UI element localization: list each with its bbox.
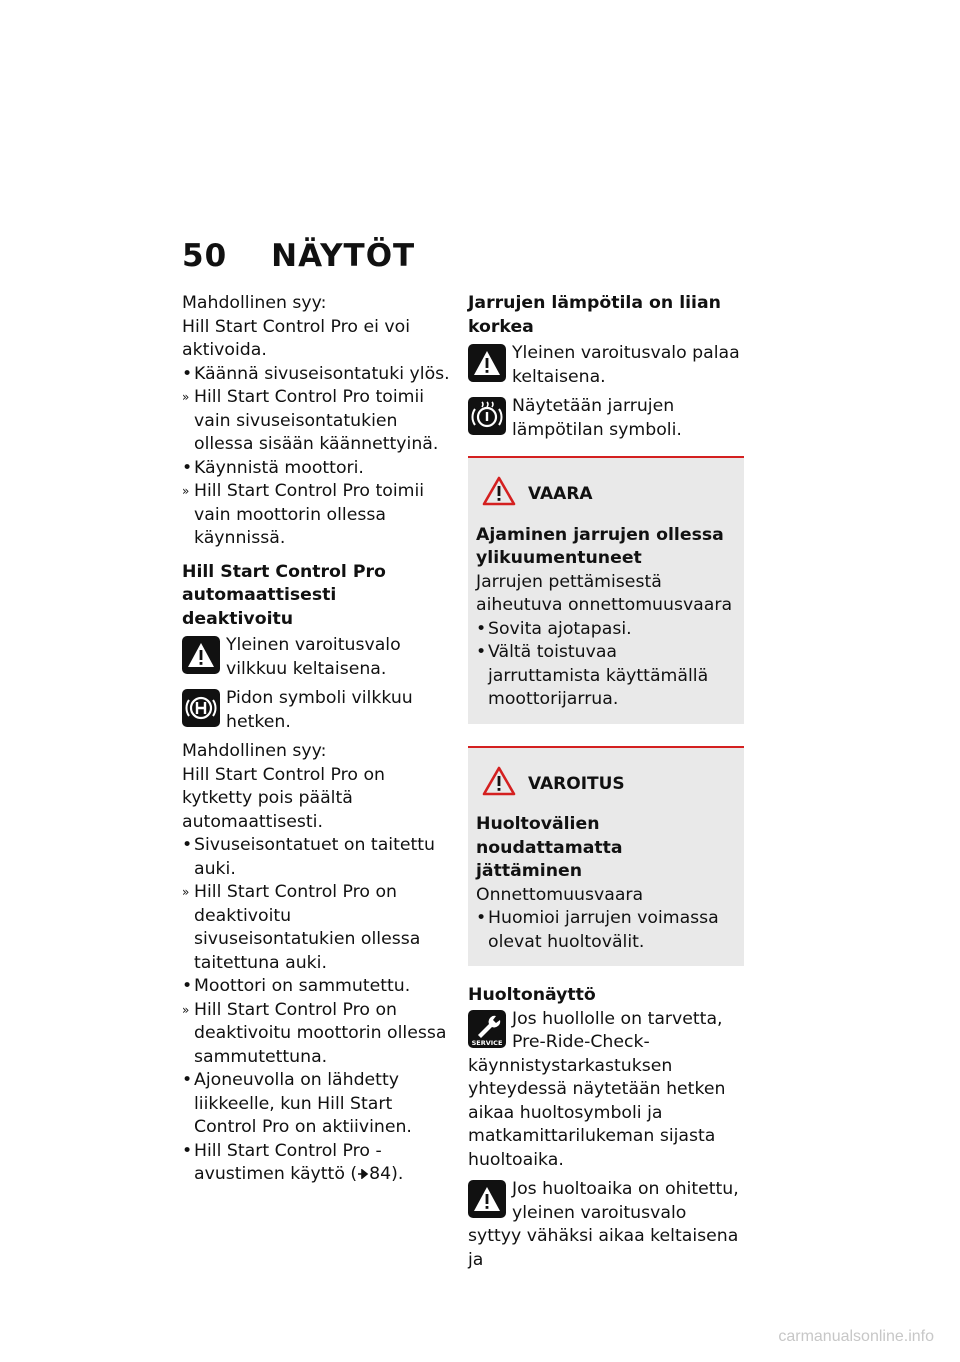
hill-hold-icon xyxy=(182,689,220,727)
cause1-label: Mahdollinen syy: xyxy=(182,293,327,313)
warning-triangle-icon xyxy=(482,766,516,804)
list-item: • Vältä toistuvaa jarruttamista käyttämällä moottorijarrua. xyxy=(476,642,709,709)
list-item: • Huomioi jarrujen voimassa olevat huoltovälit. xyxy=(476,908,719,952)
list-item: • Käännä sivuseisontatuki ylös. xyxy=(182,363,450,384)
service-wrench-icon xyxy=(468,1010,506,1048)
list-item: • Käynnistä moottori. xyxy=(182,457,364,478)
page-reference-link[interactable]: 84 xyxy=(369,1164,392,1184)
indicator-text: Pidon symboli vilkkuu hetken. xyxy=(226,688,413,732)
page-number: 50 xyxy=(182,238,228,274)
warning-triangle-icon xyxy=(468,1180,506,1218)
indicator-text: Yleinen varoitusvalo vilkkuu keltaisena. xyxy=(226,635,401,679)
notice-text: Jarrujen pettämisestä aiheutuva onnettomuusvaara xyxy=(476,571,733,615)
warning-notice xyxy=(468,746,744,967)
notice-heading: Ajaminen jarrujen ollessa ylikuumentuneet xyxy=(476,524,724,568)
watermark: carmanualsonline.info xyxy=(778,1328,934,1345)
cause2-text: Hill Start Control Pro on kytketty pois päältä automaattisesti. xyxy=(182,764,385,832)
warning-triangle-icon xyxy=(468,344,506,382)
list-item: • Ajoneuvolla on lähdetty liikkeelle, kun Hill Start Control Pro on aktiivinen. xyxy=(182,1070,412,1137)
list-item: • Moottori on sammutettu. xyxy=(182,976,411,996)
indicator-text: Näytetään jarrujen lämpötilan symboli. xyxy=(512,396,682,440)
brake-temperature-icon xyxy=(468,397,506,435)
indicator-text: Yleinen varoitusvalo palaa keltaisena. xyxy=(512,343,740,387)
service-text: Jos huollolle on tarvetta, Pre-Ride-Check-käynnistystarkastuksen yhteydessä näytetään hetken aikaa huoltosymboli ja matkamittarilukeman sijasta huoltoaika. xyxy=(468,1008,726,1170)
section-heading: Jarrujen lämpötila on liian korkea xyxy=(468,293,721,337)
overdue-text: Jos huoltoaika on ohitettu, yleinen varoitusvalo syttyy vähäksi aikaa keltaisena ja xyxy=(468,1179,739,1270)
list-item: • Sivuseisontatuet on taitettu auki. xyxy=(182,835,436,879)
list-item: • Sovita ajotapasi. xyxy=(476,618,632,639)
list-item: » Hill Start Control Pro on deaktivoitu sivuseisontatukien ollessa taitettuna auki. xyxy=(182,882,421,973)
page-title: NÄYTÖT xyxy=(271,238,416,274)
indicator-row xyxy=(468,342,740,389)
section-heading: Hill Start Control Pro automaattisesti deaktivoitu xyxy=(182,561,386,629)
notice-text: Onnettomuusvaara xyxy=(476,884,644,905)
list-item: » Hill Start Control Pro toimii vain sivuseisontatukien ollessa sisään käännettyinä. xyxy=(182,387,439,454)
danger-notice xyxy=(468,456,744,724)
page-ref-arrow-icon xyxy=(357,1164,369,1184)
notice-heading: Huoltovälien noudattamatta jättäminen xyxy=(476,814,623,881)
cause2-label: Mahdollinen syy: xyxy=(182,741,327,761)
service-paragraph xyxy=(468,1008,740,1173)
cause1-text: Hill Start Control Pro ei voi aktivoida. xyxy=(182,316,410,360)
page-header xyxy=(182,238,415,274)
list-item: • Hill Start Control Pro -avustimen käyttö ( 84). xyxy=(182,1140,404,1184)
list-item: » Hill Start Control Pro toimii vain moottorin ollessa käynnissä. xyxy=(182,481,425,548)
notice-label: VAARA xyxy=(528,484,593,504)
svg-text:SERVICE: SERVICE xyxy=(471,1038,503,1047)
indicator-row xyxy=(182,687,452,734)
right-column xyxy=(468,292,740,1272)
indicator-row xyxy=(182,634,452,681)
overdue-paragraph xyxy=(468,1178,740,1272)
notice-label: VAROITUS xyxy=(528,773,625,794)
section-heading: Huoltonäyttö xyxy=(468,985,596,1005)
warning-triangle-icon xyxy=(482,476,516,514)
indicator-row xyxy=(468,395,740,442)
left-column xyxy=(182,292,452,1187)
list-item: » Hill Start Control Pro on deaktivoitu moottorin ollessa sammutettuna. xyxy=(182,999,447,1067)
warning-triangle-icon xyxy=(182,636,220,674)
